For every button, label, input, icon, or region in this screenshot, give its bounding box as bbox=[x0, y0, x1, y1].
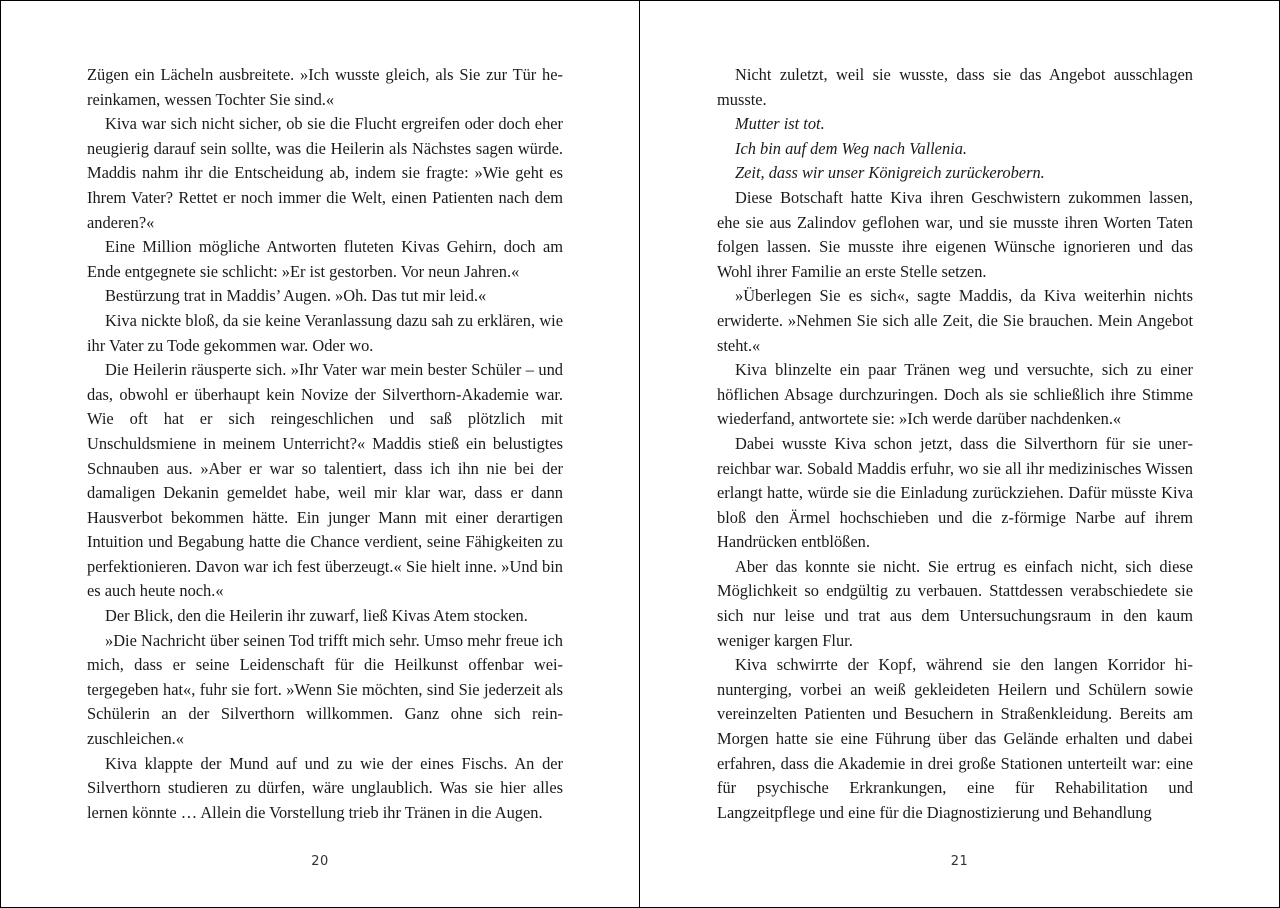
paragraph: Diese Botschaft hatte Kiva ihren Geschwistern zukommen lassen, ehe sie aus Zalindov geflohen war, und sie musste ihren Worten Taten folgen lassen. Sie musste ihre eigenen Wünsche ignorieren und das Wohl ihrer Familie an erste Stelle setzen. bbox=[717, 187, 1193, 281]
paragraph: Kiva schwirrte der Kopf, während sie den langen Korridor hinunterging, vorbei an weiß gekleideten Heilern und Schülern sowie vereinzelten Patienten und Besuchern in Straßenkleidung. Bereits am Morgen hatte sie eine Führung über das Gelände erhalten und dabei erfahren, dass die Akademie in drei große Stationen unterteilt war: eine für psychische Erkrankungen, eine für Rehabilitation und Langzeitpflege und eine für die Diagnostizierung und Behandlung bbox=[717, 655, 1193, 822]
paragraph: Kiva klappte der Mund auf und zu wie der eines Fischs. An der Silverthorn studieren zu dürfen, wäre unglaublich. Was sie hier alles lernen könnte … Allein die Vorstellung trieb ihr Tränen in die Augen. bbox=[87, 753, 563, 822]
paragraph: Aber das konnte sie nicht. Sie ertrug es einfach nicht, sich diese Möglichkeit so endgültig zu verbauen. Stattdessen verabschiedete sie sich nur leise und trat aus dem Untersuchungsraum in den kaum weniger kargen Flur. bbox=[717, 556, 1193, 650]
paragraph: Kiva nickte bloß, da sie keine Veranlassung dazu sah zu erklären, wie ihr Vater zu Tode gekommen war. Oder wo. bbox=[87, 310, 563, 355]
paragraph: Zügen ein Lächeln ausbreitete. »Ich wusste gleich, als Sie zur Tür hereinkamen, wessen Tochter Sie sind.« bbox=[87, 65, 563, 109]
right-page bbox=[640, 1, 1279, 907]
paragraph: »Die Nachricht über seinen Tod trifft mich sehr. Umso mehr freue ich mich, dass er seine Leidenschaft für die Heilkunst offenbar weitergegeben hat«, fuhr sie fort. »Wenn Sie möchten, sind Sie jederzeit als Schülerin an der Silverthorn willkommen. Ganz ohne sich reinzuschleichen.« bbox=[87, 630, 563, 749]
italic-line: Zeit, dass wir unser Königreich zurückerobern. bbox=[735, 163, 1045, 183]
paragraph: Bestürzung trat in Maddis’ Augen. »Oh. Das tut mir leid.« bbox=[105, 286, 487, 306]
italic-line: Mutter ist tot. bbox=[735, 114, 825, 134]
paragraph: Dabei wusste Kiva schon jetzt, dass die Silverthorn für sie unerreichbar war. Sobald Maddis erfuhr, wo sie all ihr medizinisches Wissen erlangt hatte, würde sie die Einladung zurückziehen. Dafür müsste Kiva bloß den Ärmel hochschieben und die z-förmige Narbe auf ihrem Handrücken entblößen. bbox=[717, 433, 1193, 552]
right-page-text bbox=[717, 63, 1193, 825]
left-page bbox=[1, 1, 640, 907]
paragraph: Kiva war sich nicht sicher, ob sie die Flucht ergreifen oder doch eher neugierig darauf sein sollte, was die Heilerin als Nächstes sagen würde. Maddis nahm ihr die Entscheidung ab, indem sie fragte: »Wie geht es Ihrem Vater? Rettet er noch immer die Welt, einen Patienten nach dem anderen?« bbox=[87, 114, 563, 232]
paragraph: »Überlegen Sie es sich«, sagte Maddis, da Kiva weiterhin nichts erwiderte. »Nehmen Sie sich alle Zeit, die Sie brauchen. Mein Angebot steht.« bbox=[717, 286, 1193, 355]
paragraph: Eine Million mögliche Antworten fluteten Kivas Gehirn, doch am Ende entgegnete sie schlicht: »Er ist gestorben. Vor neun Jahren.« bbox=[87, 237, 563, 281]
left-page-text bbox=[87, 63, 563, 825]
page-number: 20 bbox=[311, 854, 329, 869]
paragraph: Nicht zuletzt, weil sie wusste, dass sie das Angebot ausschlagen musste. bbox=[717, 65, 1193, 109]
paragraph: Der Blick, den die Heilerin ihr zuwarf, ließ Kivas Atem stocken. bbox=[105, 606, 528, 626]
page-number: 21 bbox=[950, 854, 969, 869]
italic-line: Ich bin auf dem Weg nach Vallenia. bbox=[735, 138, 968, 158]
paragraph: Kiva blinzelte ein paar Tränen weg und versuchte, sich zu einer höflichen Absage durchzuringen. Doch als sie schließlich ihre Stimme wiederfand, antwortete sie: »Ich werde darüber nachdenken.« bbox=[717, 360, 1193, 429]
paragraph: Die Heilerin räusperte sich. »Ihr Vater war mein bester Schüler – und das, obwohl er überhaupt kein Novize der Silverthorn-Akademie war. Wie oft hat er sich reingeschlichen und saß plötzlich mit Unschuldsmiene in meinem Unterricht?« Maddis stieß ein belustigtes Schnauben aus. »Aber er war so talentiert, dass ich ihn nie bei der damaligen Dekanin gemeldet habe, weil mir klar war, dass er dann Hausverbot bekommen hätte. Ein junger Mann mit einer derartigen Intuition und Begabung hatte die Chance verdient, seine Fähigkeiten zu perfektionieren. Davon war ich fest überzeugt.« Sie hielt inne. »Und bin es auch heute noch.« bbox=[87, 360, 563, 601]
